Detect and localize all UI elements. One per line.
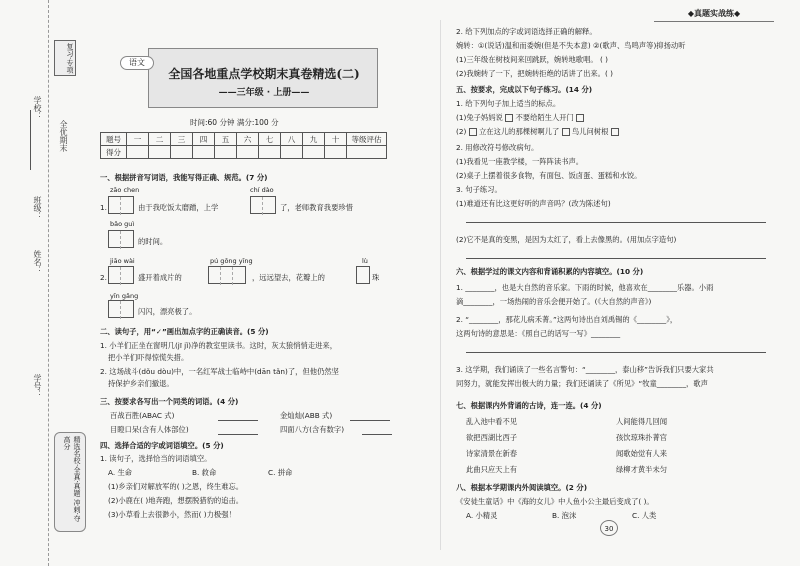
banner: ◆真题实战练◆ (654, 6, 774, 22)
section-3-title: 三、按要求各写出一个同类的词语。(4 分) (100, 397, 239, 406)
pinyin: bǎo guì (110, 220, 135, 228)
pinyin: chí dào (250, 186, 274, 194)
poem-line-left[interactable]: 此曲只应天上有 (466, 465, 518, 474)
score-input[interactable] (259, 146, 281, 159)
option: A. 小精灵 (466, 511, 498, 520)
question-text: 盛开着成片的 (138, 273, 182, 282)
section-2-title: 二、读句子，用“✓”画出加点字的正确读音。(5 分) (100, 327, 269, 336)
question-text: 了，老师教育我要珍惜 (280, 203, 353, 212)
question-text: 鸟儿问树根 (571, 127, 609, 136)
question-text: 1. 给下列句子加上适当的标点。 (456, 99, 561, 108)
score-input[interactable] (193, 146, 215, 159)
score-cell: 十 (325, 133, 347, 146)
question-text: 2. 给下列加点的字或词语选择正确的解释。 (456, 27, 597, 36)
score-value-row (101, 146, 387, 159)
punctuation-box[interactable] (505, 114, 513, 122)
score-cell: 一 (127, 133, 149, 146)
score-header-row (101, 133, 387, 146)
score-cell: 题号 (101, 133, 127, 146)
question-text: 持保护乡亲们撤退。 (108, 379, 174, 388)
score-cell: 三 (171, 133, 193, 146)
answer-line[interactable] (466, 258, 766, 259)
poem-line-right[interactable]: 绿柳才黄半未匀 (616, 465, 668, 474)
subject-badge: 语文 (120, 56, 154, 70)
score-input[interactable] (237, 146, 259, 159)
strip-promo-box: 精选名校·全真·真题 冲刺·夺高分 (54, 432, 86, 532)
question-text[interactable]: (2)桌子上摆着很多食物，有面包、饭卤蛋、蛋糕和水饺。 (456, 171, 642, 180)
definition-text: 婉转：①(说话)温和而委婉(但是不失本意) ②(歌声、鸟鸣声等)抑扬动听 (456, 41, 686, 50)
score-cell: 六 (237, 133, 259, 146)
punctuation-box[interactable] (576, 114, 584, 122)
pinyin: zāo chen (110, 186, 140, 194)
time-info: 时间:60 分钟 满分:100 分 (190, 118, 279, 127)
poem-line-right[interactable]: 孩饮琼珠扑菁官 (616, 433, 668, 442)
question-text: 1. 读句子，选择恰当的词语填空。 (100, 454, 212, 463)
question-text[interactable]: (3)小草看上去很渺小，然而( )力极强！ (108, 510, 236, 519)
question-text[interactable]: 1. ________，也是大自然的音乐家。下雨的时候，他喜欢在________乐器。小雨 (456, 283, 714, 292)
question-text (456, 126, 619, 138)
writing-box[interactable] (250, 196, 276, 214)
writing-box[interactable] (108, 230, 134, 248)
score-cell: 等级评估 (347, 133, 387, 146)
score-cell: 七 (259, 133, 281, 146)
section-1-title: 一、根据拼音写词语，我能写得正确、规范。(7 分) (100, 173, 268, 182)
section-7-title: 七、根据课内外背诵的古诗，连一连。(4 分) (456, 401, 602, 410)
question-text[interactable]: 3. 这学期，我们诵读了一些名言警句：“________，泰山移”告诉我们只要大家共 (456, 365, 714, 374)
question-text: 目瞪口呆(含有人体部位) (110, 425, 189, 434)
score-input[interactable] (347, 146, 387, 159)
question-text: 的时间。 (138, 237, 168, 246)
score-label: 得分 (101, 146, 127, 159)
cut-line (48, 0, 49, 566)
question-text[interactable]: 1. 小羊们正坐在窗明几(jī jǐ)净的教室里读书。这时，灰太狼悄悄走进来， (100, 341, 338, 350)
option: B. 救命 (192, 468, 217, 477)
page-number: 30 (600, 520, 618, 536)
question-text[interactable]: (1)我看见一座教学楼，一阵阵读书声。 (456, 157, 584, 166)
question-text: 不要给陌生人开门 (515, 113, 574, 122)
question-text[interactable]: 2. 这场战斗(dǒu dòu)中，一名红军战士临峙中(dān tǎn)了，但他仍然坚 (100, 367, 339, 376)
poem-line-right[interactable]: 人间能得几回闻 (616, 417, 668, 426)
section-6-title: 六、根据学过的课文内容和背诵积累的内容填空。(10 分) (456, 267, 644, 276)
writing-box[interactable] (356, 266, 370, 284)
score-input[interactable] (281, 146, 303, 159)
question-text[interactable]: (1)乡亲们对解放军的( )之恩，终生难忘。 (108, 482, 244, 491)
score-table (100, 132, 387, 159)
score-input[interactable] (325, 146, 347, 159)
score-input[interactable] (303, 146, 325, 159)
strip-badge: 复习·专项 (54, 40, 76, 76)
side-slogan: 全优期末 (59, 120, 68, 152)
question-text: (1)难道还有比这更好听的声音吗？(改为陈述句) (456, 199, 611, 208)
punctuation-box[interactable] (562, 128, 570, 136)
poem-line-right[interactable]: 闻歌始觉有人来 (616, 449, 668, 458)
question-text: 珠 (372, 273, 380, 282)
pinyin: yīn gǎng (110, 292, 139, 300)
question-text[interactable]: (2)小鹿在( )地奔跑，想摆脱猎豹的追击。 (108, 496, 244, 505)
answer-line[interactable] (362, 434, 392, 435)
question-text[interactable]: 同努力，就能发挥出极大的力量；我们还诵读了《所见》“牧童________，歌声 (456, 379, 708, 388)
writing-box[interactable] (108, 196, 134, 214)
option: A. 生命 (108, 468, 133, 477)
score-cell: 九 (303, 133, 325, 146)
question-text (456, 112, 584, 124)
pinyin: jiāo wài (110, 257, 135, 265)
question-text: (2)它不是真的变黑，是因为太红了，看上去像黑的。(用加点字造句) (456, 235, 677, 244)
score-input[interactable] (215, 146, 237, 159)
score-cell: 八 (281, 133, 303, 146)
score-input[interactable] (149, 146, 171, 159)
column-divider (440, 20, 441, 550)
poem-line-left[interactable]: 乱入池中看不见 (466, 417, 518, 426)
school-blank[interactable] (30, 110, 31, 170)
question-text: (2) (456, 127, 467, 136)
answer-line[interactable] (218, 434, 258, 435)
question-text: 2. 用修改符号修改病句。 (456, 143, 539, 152)
poem-line-left[interactable]: 欲把西湖比西子 (466, 433, 518, 442)
id-label: 学号： (33, 374, 42, 398)
score-cell: 四 (193, 133, 215, 146)
pinyin: pú gōng yīng (210, 257, 253, 265)
page-title: 全国各地重点学校期末真卷精选(二) (168, 67, 360, 81)
name-label: 姓名： (33, 250, 42, 274)
question-text[interactable]: 滴________，一场热闹的音乐会便开始了。(《大自然的声音》) (456, 297, 652, 306)
score-input[interactable] (127, 146, 149, 159)
question-text[interactable]: (1)三年级在树枝间来回跳跃，婉转地歌唱。 ( ) (456, 55, 609, 64)
answer-line[interactable] (466, 222, 766, 223)
question-text: 四面八方(含有数字) (280, 425, 345, 434)
question-text: 立在这儿的那棵树啊儿了 (479, 127, 560, 136)
option: C. 人类 (632, 511, 657, 520)
question-text: ，远远望去，花瓣上的 (252, 273, 325, 282)
question-text[interactable]: 《安徒生童话》中《海的女儿》中人鱼小公主最后变成了( )。 (456, 497, 654, 506)
answer-line[interactable] (466, 352, 766, 353)
question-text: (1)兔子妈妈说 (456, 113, 503, 122)
question-text[interactable]: (2)我婉转了一下，把婉转拒绝的话讲了出来。( ) (456, 69, 613, 78)
binding-strip (0, 0, 96, 566)
option: B. 泡沫 (552, 511, 577, 520)
question-text: 闪闪，漂亮极了。 (138, 307, 197, 316)
question-text: 由于我吃饭太磨蹭，上学 (138, 203, 219, 212)
question-text: 金灿灿(ABB 式) (280, 411, 333, 420)
writing-box[interactable] (108, 300, 134, 318)
question-text: 把小羊们吓得惊慌失措。 (108, 353, 189, 362)
question-text[interactable]: 2. “________，那花儿病禾菁。”这两句诗出自刘禹锡的《________》， (456, 315, 678, 324)
answer-line[interactable] (218, 420, 258, 421)
answer-line[interactable] (350, 420, 390, 421)
class-label: 班级： (33, 196, 42, 220)
exam-page: 学校： 班级： 姓名： 学号： 全优期末 复习·专项 精选名校·全真·真题 冲刺·夺高分 ◆真题实战练◆ 全国各地重点学校期末真卷精选(二) ——三年级 · 上册—— 语文 时间:60 分钟 满分:100 分 题号 一 二 三 四 五 六 七 八 九 十 等级评估 得分 一、根据拼音写词语，我能写得正确、规范。(7 分) zāo chen chí dào 1. 由于我吃饭太磨蹭，上学 了，老师教育我要珍惜 bǎo guì 的时间。 jiāo wài pú gōng yīng lù 2. 盛开着成片的 ，远远望去，花瓣上的 珠 yīn gǎng 闪闪，漂亮极了。 二、读句子，用“✓”画出加点字的正确读音。(5 分) 1. 小羊们正坐在窗明几(jī jǐ)净的教室里读书。这时，灰太狼悄悄走进来， 把小羊们吓得惊慌失措。 2. 这场战斗(dǒu dòu)中，一名红军战士临峙中(dān tǎn)了，但他仍然坚 持保护乡亲们撤退。 三、按要求各写出一个同类的词语。(4 分) 百战百胜(ABAC 式) 金灿灿(ABB 式) 目瞪口呆(含有人体部位) 四面八方(含有数字) 四、选择合适的字或词语填空。(5 分) 1. 读句子，选择恰当的词语填空。 A. 生命 B. 救命 C. 拼命 (1)乡亲们对解放军的( )之恩，终生难忘。 (2)小鹿在( )地奔跑，想摆脱猎豹的追击。 (3)小草看上去很渺小，然而( )力极强！ 2. 给下列加点的字或词语选择正确的解释。 婉转：①(说话)温和而委婉(但是不失本意) ②(歌声、鸟鸣声等)抑扬动听 (1)三年级在树枝间来回跳跃，婉转地歌唱。 ( ) (2)我婉转了一下，把婉转拒绝的话讲了出来。( ) 五、按要求，完成以下句子练习。(14 分) 1. 给下列句子加上适当的标点。 (1)兔子妈妈说 不要给陌生人开门 (2) 立在这儿的那棵树啊儿了 鸟儿问树根 2. 用修改符号修改病句。 (1)我看见一座教学楼，一阵阵读书声。 (2)桌子上摆着很多食物，有面包、饭卤蛋、蛋糕和水饺。 3. 句子练习。 (1)难道还有比这更好听的声音吗？(改为陈述句) (2)它不是真的变黑，是因为太红了，看上去像黑的。(用加点字造句) 六、根据学过的课文内容和背诵积累的内容填空。(10 分) 1. ________，也是大自然的音乐家。下雨的时候，他喜欢在________乐器。小雨 滴________，一场热闹的音乐会便开始了。(《大自然的声音》) 2. “________，那花儿病禾菁。”这两句诗出自刘禹锡的《________》， 这两句诗的意思是：《照自己的话写一写》________ 3. 这学期，我们诵读了一些名言警句：“________，泰山移”告诉我们只要大家共 同努力，就能发挥出极大的力量；我们还诵读了《所见》“牧童________，歌声 七、根据课内外背诵的古诗，连一连。(4 分) 乱入池中看不见 人间能得几回闻 欲把西湖比西子 孩饮琼珠扑菁官 诗家清景在新春 闻歌始觉有人来 此曲只应天上有 绿柳才黄半未匀 八、根据本学期课内外阅读填空。(2 分) 《安徒生童话》中《海的女儿》中人鱼小公主最后变成了( )。 A. 小精灵 B. 泡沫 C. 人类 30 (0, 0, 800, 566)
writing-box[interactable] (208, 266, 246, 284)
question-text: 3. 句子练习。 (456, 185, 502, 194)
writing-box[interactable] (108, 266, 134, 284)
score-cell: 二 (149, 133, 171, 146)
school-label: 学校： (33, 96, 42, 120)
score-input[interactable] (171, 146, 193, 159)
question-text[interactable]: 这两句诗的意思是：《照自己的话写一写》________ (456, 329, 621, 338)
punctuation-box[interactable] (611, 128, 619, 136)
option: C. 拼命 (268, 468, 293, 477)
page-subtitle: ——三年级 · 上册—— (218, 88, 310, 98)
pinyin: lù (362, 257, 368, 265)
section-4-title: 四、选择合适的字或词语填空。(5 分) (100, 441, 224, 450)
section-8-title: 八、根据本学期课内外阅读填空。(2 分) (456, 483, 588, 492)
section-5-title: 五、按要求，完成以下句子练习。(14 分) (456, 85, 593, 94)
header-box (148, 48, 378, 108)
question-text: 百战百胜(ABAC 式) (110, 411, 175, 420)
punctuation-box[interactable] (469, 128, 477, 136)
poem-line-left[interactable]: 诗家清景在新春 (466, 449, 518, 458)
score-cell: 五 (215, 133, 237, 146)
